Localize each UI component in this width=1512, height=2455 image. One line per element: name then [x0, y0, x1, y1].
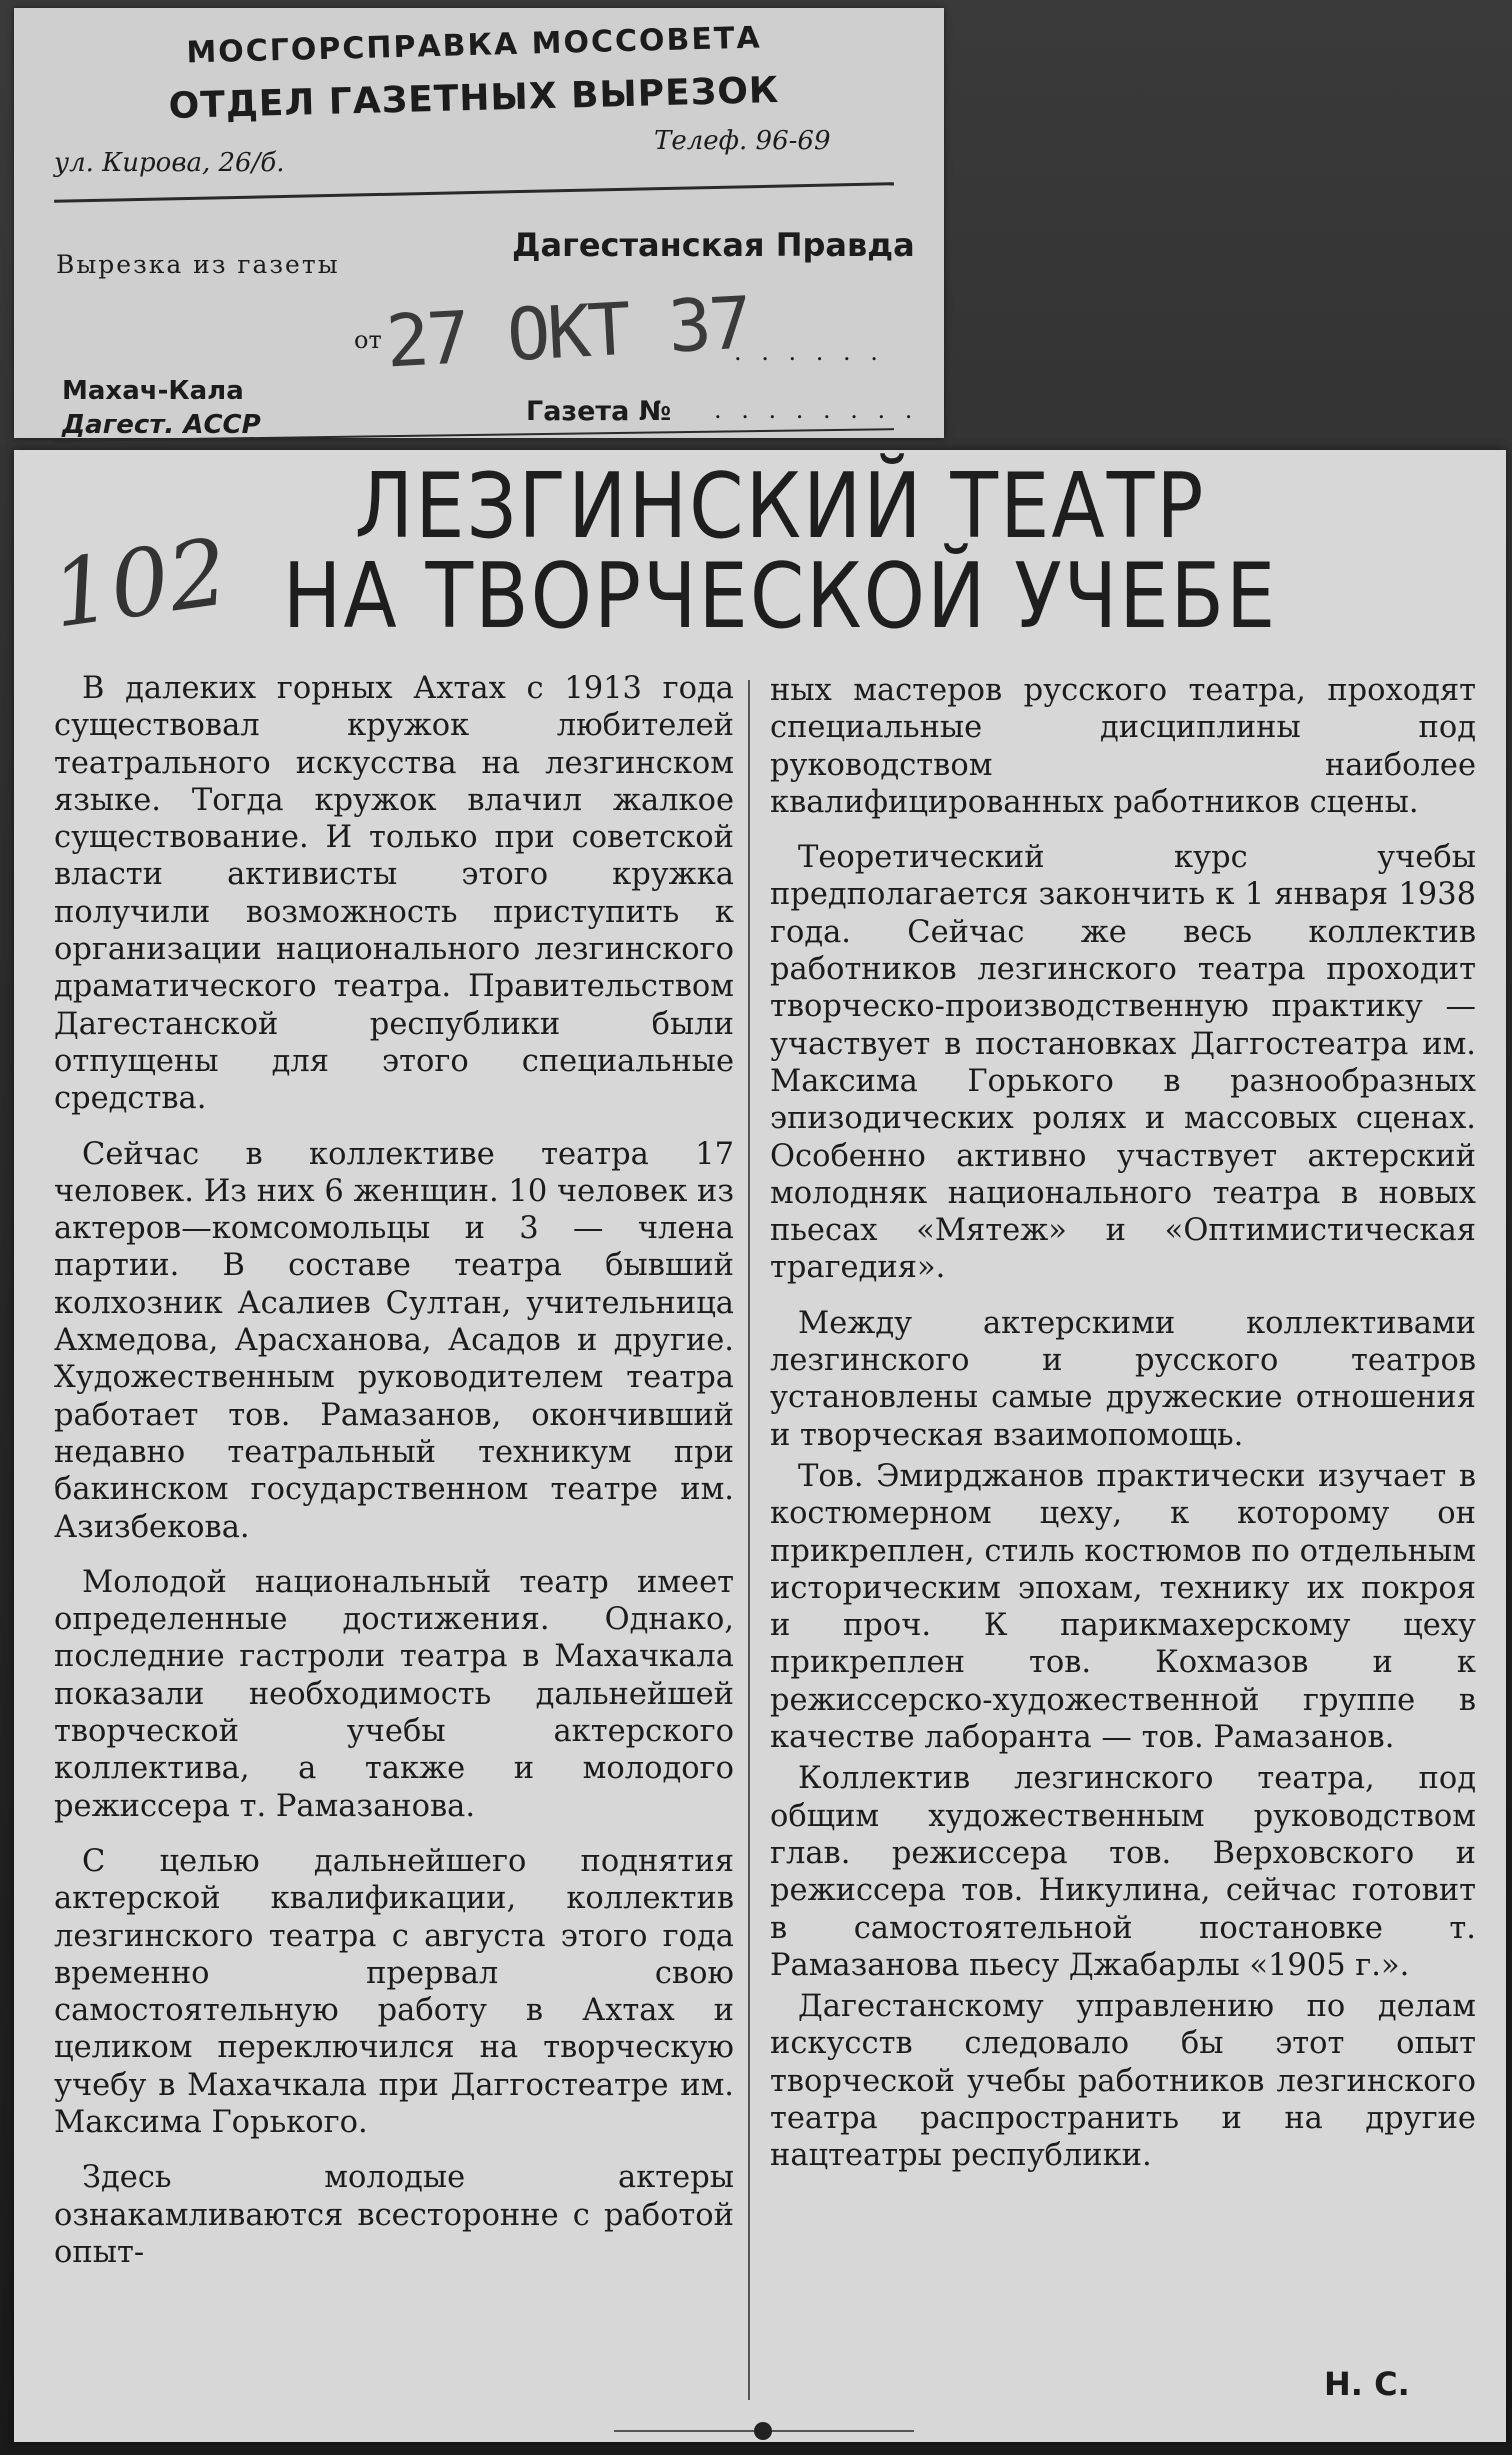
- headline-line-1: ЛЕЗГИНСКИЙ ТЕАТР: [354, 455, 1206, 559]
- label-rule: [54, 182, 894, 203]
- paragraph: Здесь молодые актеры ознакамливаются всесторонне с работой опыт-: [54, 2160, 734, 2270]
- date-stamp: 27 ОКТ 37: [384, 280, 752, 384]
- left-column: [54, 670, 734, 2289]
- gazeta-number-label: Газета №: [526, 396, 672, 427]
- paragraph: Дагестанскому управлению по делам искусств следовало бы этот опыт творческой учебы работников лезгинского театра распространить и на другие нацтеатры республики.: [770, 1989, 1476, 2174]
- clipping-bureau-label: [14, 8, 944, 438]
- bureau-name: МОСГОРСПРАВКА МОССОВЕТА: [185, 20, 763, 71]
- paragraph: Коллектив лезгинского театра, под общим художественным руководством глав. режиссера тов. Верховского и режиссера тов. Никулина, сейчас готовит в самостоятельной постановке т. Рамазанова пьесу Джабарлы «1905 г.».: [770, 1761, 1476, 1983]
- paragraph: Тов. Эмирджанов практически изучает в костюмерном цеху, к которому он прикреплен, стиль костюмов по отдельным историческим эпохам, технику их покроя и проч. К парикмахерскому цеху прикреплен тов. Кохмазов и к режиссерско-художественной группе в качестве лаборанта — тов. Рамазанов.: [770, 1458, 1476, 1756]
- paragraph: С целью дальнейшего поднятия актерской квалификации, коллектив лезгинского театра с августа этого года временно прервал свою самостоятельную работу в Ахтах и целиком переключился на творческую учебу в Махачкала при Даггостеатре им. Максима Горького.: [54, 1843, 734, 2140]
- paragraph: Сейчас в коллективе театра 17 человек. Из них 6 женщин. 10 человек из актеров—комсомольцы и 3 — члена партии. В составе театра бывший колхозник Асалиев Султан, учительница Ахмедова, Арасханова, Асадов и другие. Художественным руководителем театра работает тов. Рамазанов, окончивший недавно театральный техникум при бакинском государственном театре им. Азизбекова.: [54, 1136, 734, 1545]
- bureau-phone: Телеф. 96-69: [654, 126, 831, 156]
- date-prefix: от: [354, 326, 382, 354]
- headline-line-2: НА ТВОРЧЕСКОЙ УЧЕБЕ: [282, 545, 1278, 649]
- right-column: [770, 672, 1476, 2179]
- gazeta-dots: . . . . . . . .: [714, 396, 919, 424]
- paragraph: В далеких горных Ахтах с 1913 года существовал кружок любителей театрального искусства на лезгинском языке. Тогда кружок влачил жалкое существование. И только при советской власти активисты этого кружка получили возможность приступить к организации национального лезгинского драматического театра. Правительством Дагестанской республики были отпущены для этого специальные средства.: [54, 671, 734, 1117]
- bureau-address: ул. Кирова, 26/б.: [54, 148, 285, 178]
- pin-mark: [754, 2422, 772, 2440]
- city-line-2: Дагест. АССР: [62, 410, 261, 440]
- cutting-from-label: Вырезка из газеты: [56, 250, 340, 279]
- author-signature: Н. С.: [1324, 2365, 1410, 2403]
- paragraph: Молодой национальный театр имеет определенные достижения. Однако, последние гастроли театра в Махачкала показали необходимость дальнейшей творческой учебы актерского коллектива, а также и молодого режиссера т. Рамазанова.: [54, 1564, 734, 1824]
- city-line-1: Махач-Кала: [62, 376, 244, 406]
- paragraph: ных мастеров русского театра, проходят специальные дисциплины под руководством наиболее квалифицированных работников сцены.: [770, 673, 1476, 820]
- paragraph: Между актерскими коллективами лезгинского и русского театров установлены самые дружеские отношения и творческая взаимопомощь.: [770, 1305, 1476, 1453]
- newspaper-name: Дагестанская Правда: [512, 226, 915, 264]
- column-divider: [748, 680, 750, 2400]
- date-dots: . . . . . .: [734, 338, 884, 366]
- bureau-department: ОТДЕЛ ГАЗЕТНЫХ ВЫРЕЗОК: [168, 70, 780, 127]
- handwritten-number: 102: [45, 518, 235, 649]
- paragraph: Теоретический курс учебы предполагается закончить к 1 января 1938 года. Сейчас же весь коллектив работников лезгинского театра проходит творческо-производственную практику — участвует в постановках Даггостеатра им. Максима Горького в разнообразных эпизодических ролях и массовых сценах. Особенно активно участвует актерский молодняк национального театра в новых пьесах «Мятеж» и «Оптимистическая трагедия».: [770, 840, 1476, 1286]
- newspaper-clipping: [14, 450, 1506, 2442]
